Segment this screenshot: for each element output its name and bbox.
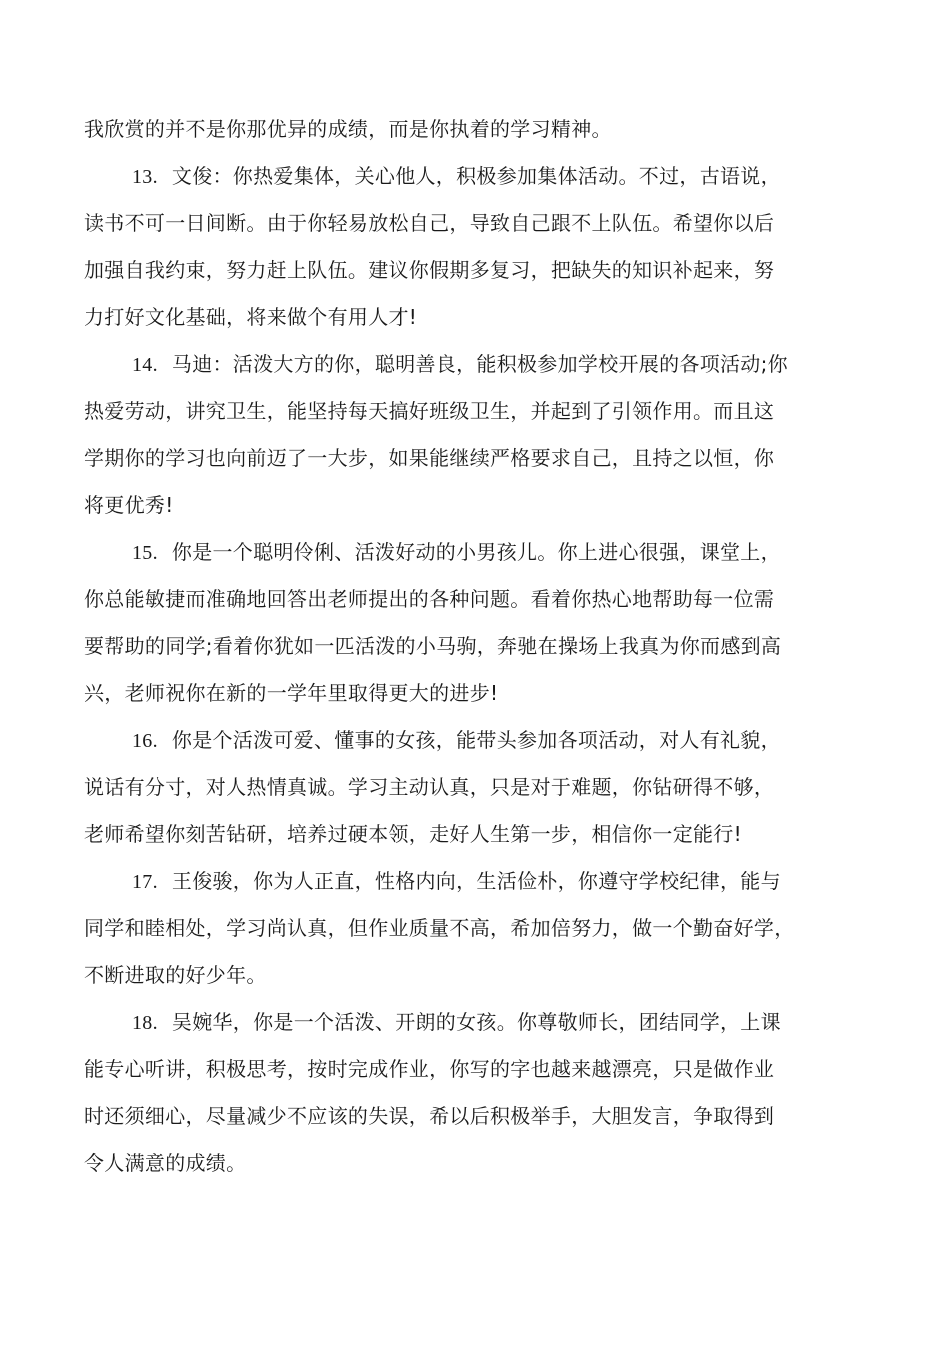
line-text: 王俊骏，你为人正直，性格内向，生活俭朴，你遵守学校纪律，能与 <box>171 869 781 893</box>
text-line-16 <box>84 811 870 858</box>
text-line-8 <box>84 435 870 482</box>
item-number: 13. <box>132 166 158 188</box>
line-text: 不断进取的好少年。 <box>84 963 267 987</box>
line-text: 要帮助的同学;看着你犹如一匹活泼的小马驹，奔驰在操场上我真为你而感到高 <box>84 634 782 658</box>
item-number: 15. <box>132 542 158 564</box>
line-text: 令人满意的成绩。 <box>84 1151 247 1175</box>
text-line-5 <box>84 294 870 341</box>
item-number: 18. <box>132 1012 158 1034</box>
text-line-13 <box>84 670 870 717</box>
item-number: 14. <box>132 354 158 376</box>
text-line-20 <box>84 999 870 1046</box>
text-line-22 <box>84 1093 870 1140</box>
line-text: 文俊：你热爱集体，关心他人，积极参加集体活动。不过，古语说， <box>171 164 781 188</box>
text-line-14 <box>84 717 870 764</box>
line-text: 老师希望你刻苦钻研，培养过硬本领，走好人生第一步，相信你一定能行! <box>84 822 742 846</box>
line-text: 学期你的学习也向前迈了一大步，如果能继续严格要求自己，且持之以恒，你 <box>84 446 775 470</box>
line-text: 读书不可一日间断。由于你轻易放松自己，导致自己跟不上队伍。希望你以后 <box>84 211 775 235</box>
text-line-4 <box>84 247 870 294</box>
line-text: 你是个活泼可爱、懂事的女孩，能带头参加各项活动，对人有礼貌， <box>171 728 781 752</box>
item-number: 16. <box>132 730 158 752</box>
text-line-12 <box>84 623 870 670</box>
line-text: 热爱劳动，讲究卫生，能坚持每天搞好班级卫生，并起到了引领作用。而且这 <box>84 399 775 423</box>
line-text: 将更优秀! <box>84 493 174 517</box>
text-line-7 <box>84 388 870 435</box>
text-line-3 <box>84 200 870 247</box>
text-line-10 <box>84 529 870 576</box>
line-text: 加强自我约束，努力赶上队伍。建议你假期多复习，把缺失的知识补起来，努 <box>84 258 775 282</box>
line-text: 说话有分寸，对人热情真诚。学习主动认真，只是对于难题，你钻研得不够， <box>84 775 775 799</box>
line-text: 我欣赏的并不是你那优异的成绩，而是你执着的学习精神。 <box>84 117 612 141</box>
item-number: 17. <box>132 871 158 893</box>
text-line-9 <box>84 482 870 529</box>
text-line-6 <box>84 341 870 388</box>
line-text: 力打好文化基础，将来做个有用人才! <box>84 305 418 329</box>
text-line-17 <box>84 858 870 905</box>
text-line-1 <box>84 106 870 153</box>
line-text: 马迪：活泼大方的你，聪明善良，能积极参加学校开展的各项活动;你 <box>171 352 788 376</box>
line-text: 你总能敏捷而准确地回答出老师提出的各种问题。看着你热心地帮助每一位需 <box>84 587 775 611</box>
text-line-23 <box>84 1140 870 1187</box>
text-line-21 <box>84 1046 870 1093</box>
line-text: 吴婉华，你是一个活泼、开朗的女孩。你尊敬师长，团结同学，上课 <box>171 1010 781 1034</box>
text-line-11 <box>84 576 870 623</box>
text-line-2 <box>84 153 870 200</box>
text-line-18 <box>84 905 870 952</box>
line-text: 时还须细心，尽量减少不应该的失误，希以后积极举手，大胆发言，争取得到 <box>84 1104 775 1128</box>
text-line-15 <box>84 764 870 811</box>
text-line-19 <box>84 952 870 999</box>
line-text: 同学和睦相处，学习尚认真，但作业质量不高，希加倍努力，做一个勤奋好学， <box>84 916 795 940</box>
line-text: 能专心听讲，积极思考，按时完成作业，你写的字也越来越漂亮，只是做作业 <box>84 1057 775 1081</box>
line-text: 你是一个聪明伶俐、活泼好动的小男孩儿。你上进心很强，课堂上， <box>171 540 781 564</box>
document-body <box>84 106 870 1187</box>
line-text: 兴，老师祝你在新的一学年里取得更大的进步! <box>84 681 499 705</box>
